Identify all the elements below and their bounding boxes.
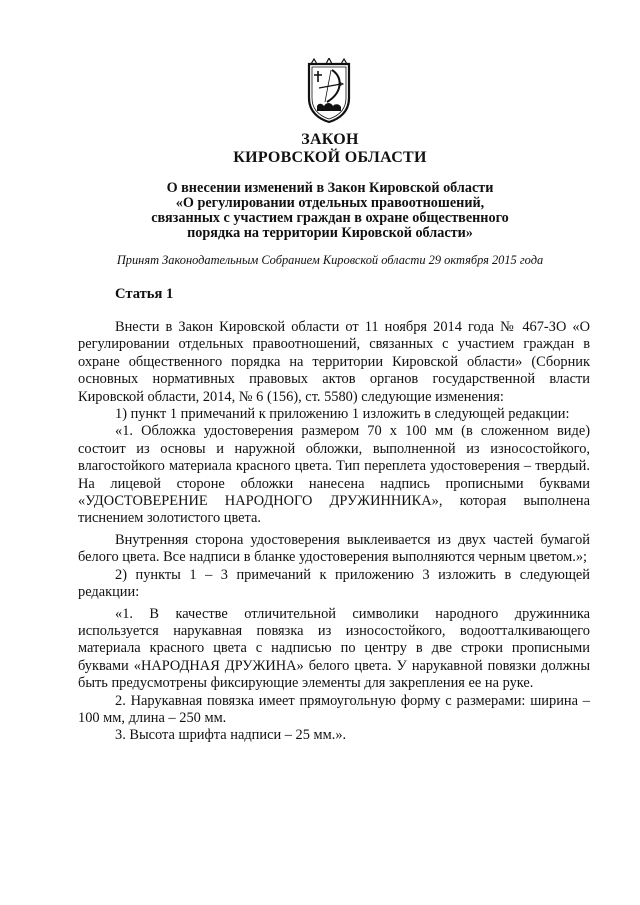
paragraph: «1. Обложка удостоверения размером 70 х 100 мм (в сложенном виде) состоит из основы и наружной обложки, выполненной из износостойкого, влагостойкого материала красного цвета. Тип переплета удостоверения – твердый. На лицевой стороне обложки нанесена надпись прописными буквами «УДОСТОВЕРЕНИЕ НАРОДНОГО ДРУЖИННИКА», которая выполнена тиснением золотистого цвета.	[78, 423, 590, 527]
paragraph: 1) пункт 1 примечаний к приложению 1 изложить в следующей редакции:	[115, 406, 570, 423]
law-subtitle-line: связанных с участием граждан в охране общественного	[151, 210, 509, 226]
law-title-line1: ЗАКОН	[301, 131, 359, 148]
law-subtitle-line: порядка на территории Кировской области»	[187, 225, 473, 241]
paragraph: «1. В качестве отличительной символики народного дружинника используется нарукавная повязка из износостойкого, водоотталкивающего материала красного цвета с надписью по центру в две строки прописными буквами «НАРОДНАЯ ДРУЖИНА» белого цвета. У нарукавной повязки должны быть предусмотрены фиксирующие элементы для закрепления ее на руке.	[78, 605, 590, 692]
article-body	[78, 319, 590, 745]
paragraph: Внутренняя сторона удостоверения выклеивается из двух частей бумагой белого цвета. Все надписи в бланке удостоверения выполняются черным цветом.»;	[78, 531, 590, 566]
paragraph: 2) пункты 1 – 3 примечаний к приложению 3 изложить в следующей редакции:	[78, 566, 590, 601]
article-heading: Статья 1	[115, 286, 174, 302]
paragraph: 2. Нарукавная повязка имеет прямоугольную форму с размерами: ширина – 100 мм, длина – 250 мм.	[78, 692, 590, 726]
law-title-line2: КИРОВСКОЙ ОБЛАСТИ	[233, 149, 427, 166]
adoption-note: Принят Законодательным Собранием Кировской области 29 октября 2015 года	[116, 253, 544, 267]
law-subtitle-line: О внесении изменений в Закон Кировской области	[166, 180, 494, 196]
paragraph: Внести в Закон Кировской области от 11 ноября 2014 года № 467-ЗО «О регулировании отдельных правоотношений, связанных с участием граждан в охране общественного порядка на территории Кировской области» (Сборник основных нормативных правовых актов органов государственной власти Кировской области, 2014, № 6 (156), ст. 5580) следующие изменения:	[78, 319, 590, 405]
law-subtitle-line: «О регулировании отдельных правоотношений,	[175, 195, 485, 211]
kirov-region-coat-of-arms-icon	[305, 58, 353, 124]
paragraph: 3. Высота шрифта надписи – 25 мм.».	[115, 727, 347, 744]
